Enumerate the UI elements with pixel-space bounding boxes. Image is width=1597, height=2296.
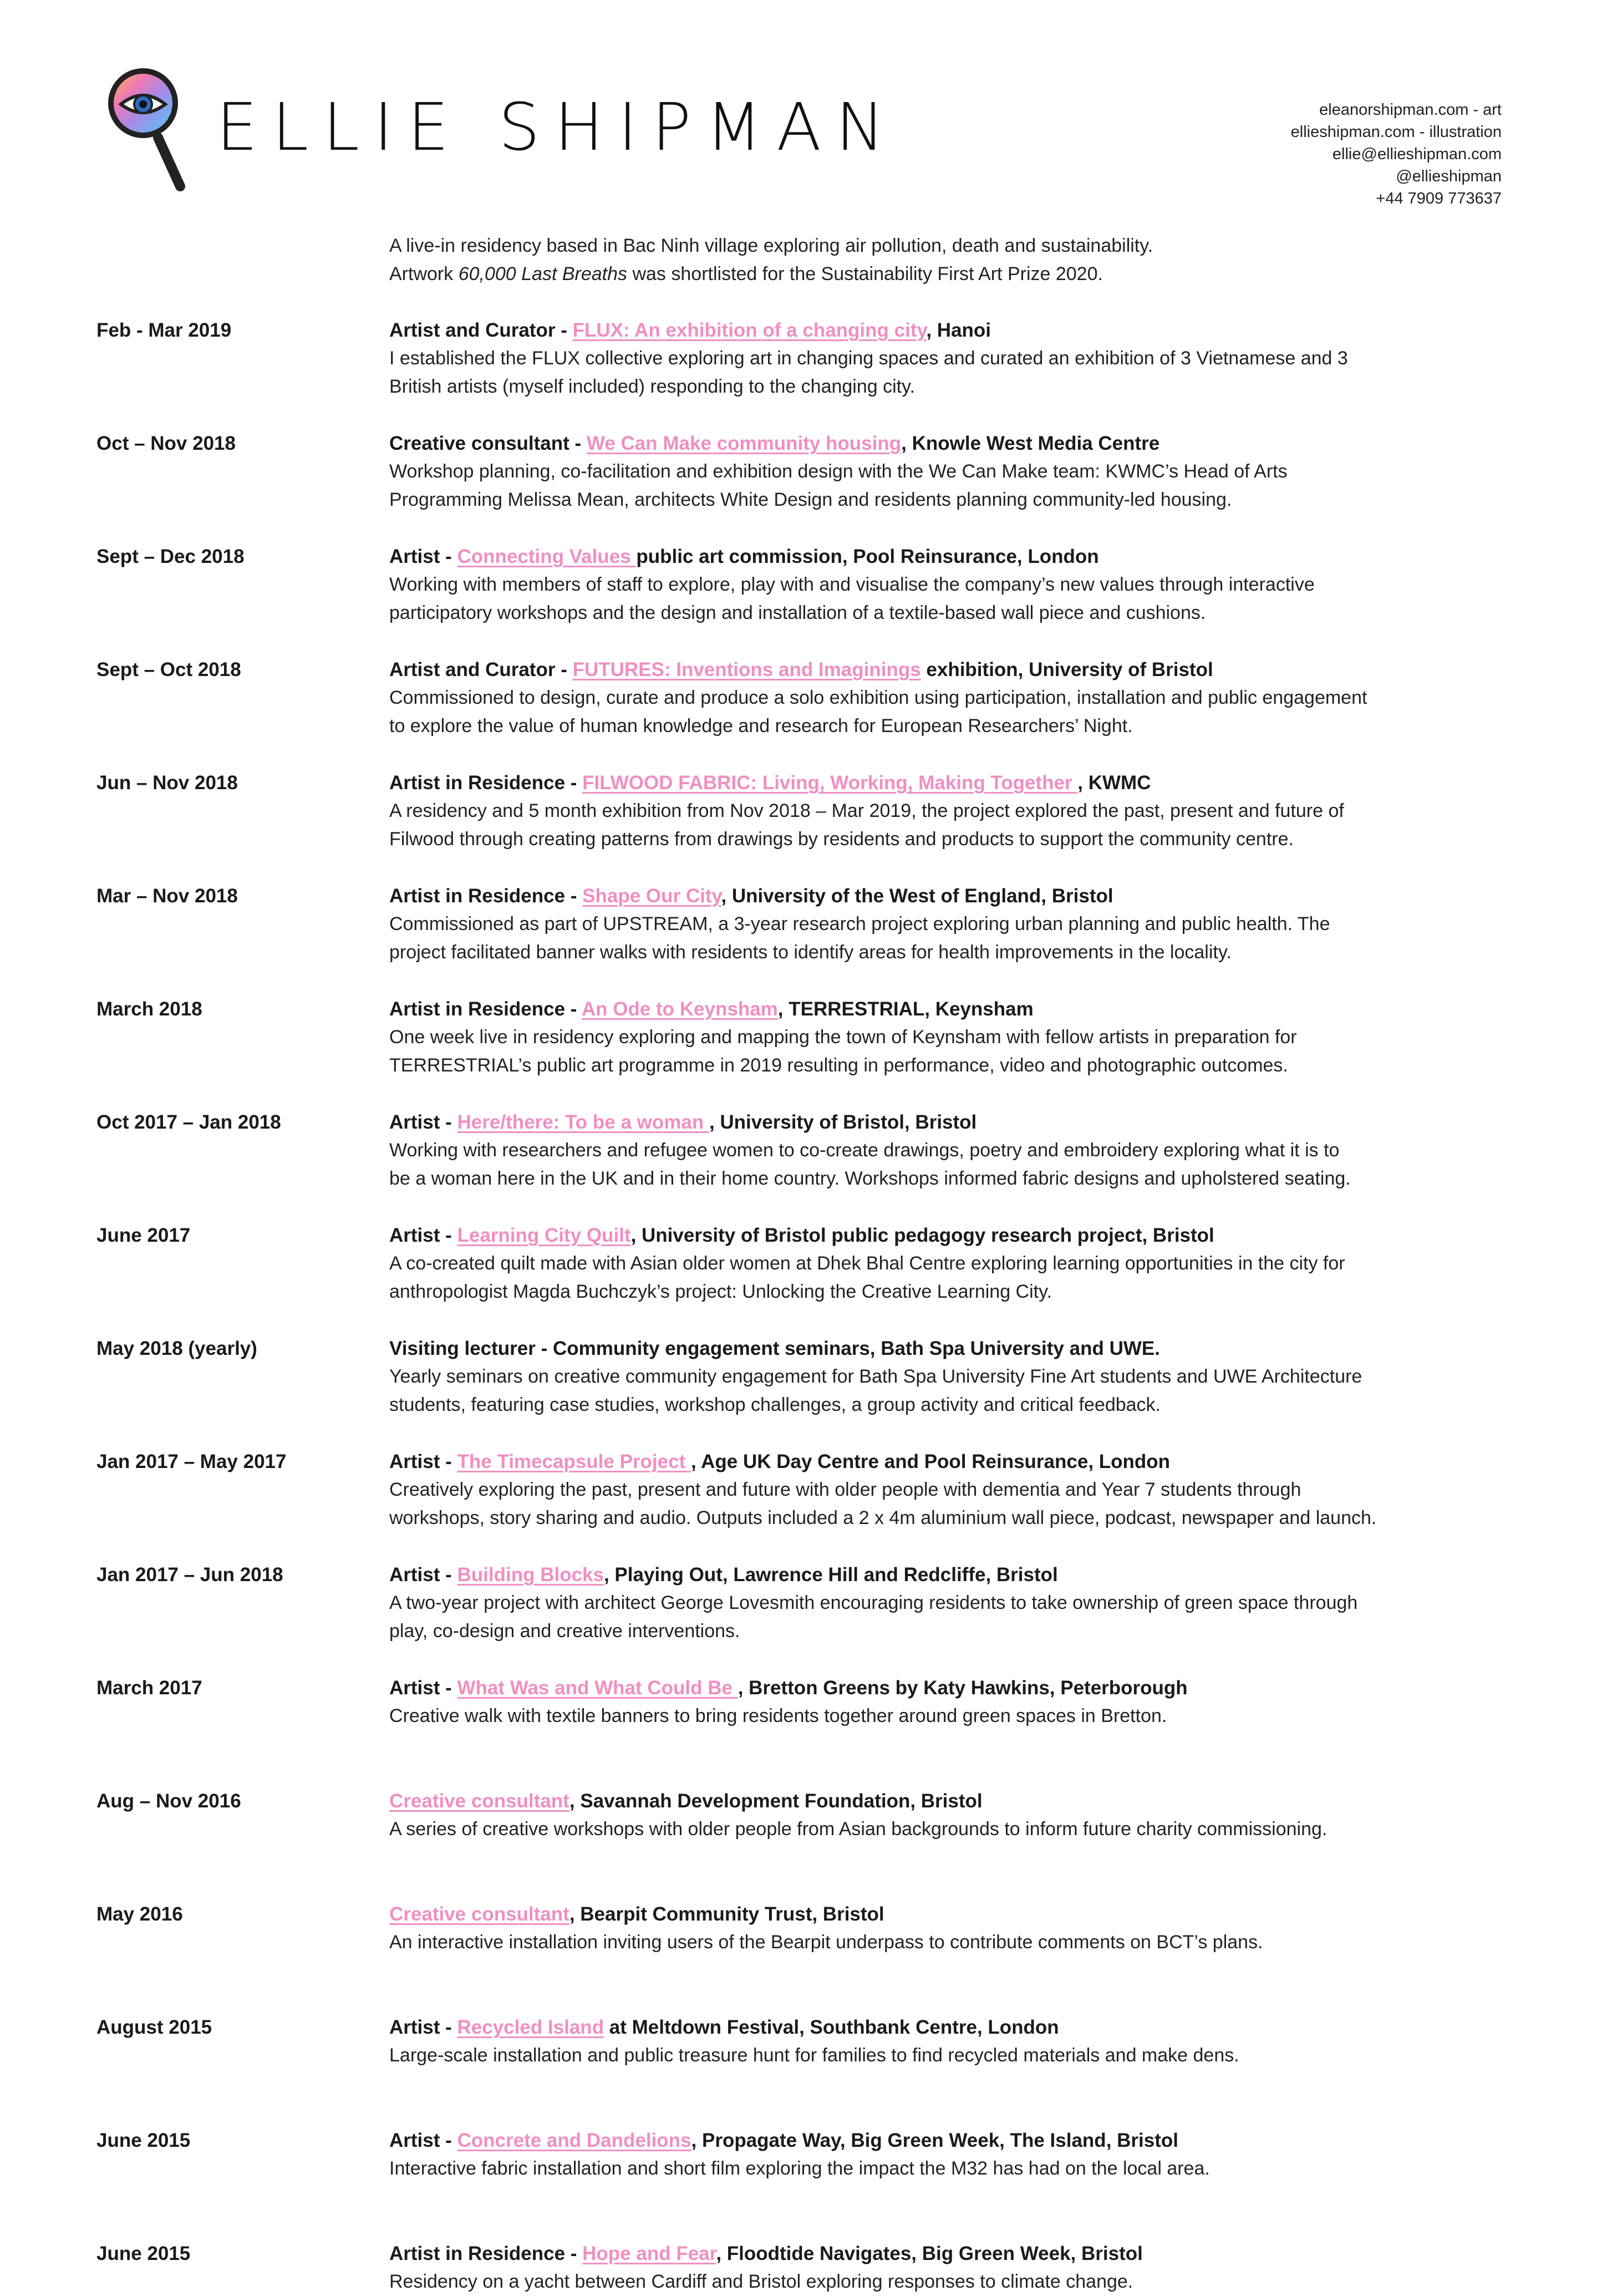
entry-organisation: , Propagate Way, Big Green Week, The Island, Bristol: [691, 2130, 1178, 2151]
entry-organisation: , University of the West of England, Bristol: [721, 885, 1113, 907]
entry-date: March 2017: [96, 1677, 202, 1699]
entry-date: Jan 2017 – May 2017: [96, 1451, 287, 1472]
entry-description: [389, 2041, 1509, 2070]
entry-content: [389, 2126, 1509, 2183]
magnifying-eye-icon: [105, 65, 194, 193]
description-line: Large-scale installation and public treasure hunt for families to find recycled materials and make dens.: [389, 2045, 1239, 2066]
entry-role: Artist -: [389, 1111, 457, 1133]
project-link[interactable]: FLUX: An exhibition of a changing city: [572, 319, 927, 341]
entry-organisation: , University of Bristol, Bristol: [709, 1111, 977, 1133]
entry-description: [389, 571, 1509, 627]
entry-date: Sept – Oct 2018: [96, 659, 241, 680]
description-line: One week live in residency exploring and mapping the town of Keynsham with fellow artists in preparation for: [389, 1027, 1297, 1048]
entry-date: Jan 2017 – Jun 2018: [96, 1564, 283, 1586]
entry-date: August 2015: [96, 2016, 212, 2038]
entry-organisation: public art commission, Pool Reinsurance, London: [636, 546, 1099, 567]
description-line: Yearly seminars on creative community engagement for Bath Spa University Fine Art students and UWE Architecture: [389, 1366, 1362, 1387]
intro-line-2-end: was shortlisted for the Sustainability First Art Prize 2020.: [627, 263, 1103, 285]
description-line: to explore the value of human knowledge and research for European Researchers’ Night.: [389, 715, 1133, 736]
entry-date: May 2016: [96, 1903, 183, 1925]
entry-content: [389, 1900, 1509, 1957]
intro-line-2-start: Artwork: [389, 263, 459, 285]
description-line: participatory workshops and the design and installation of a textile-based wall piece and cushions.: [389, 602, 1206, 623]
entry-heading: [389, 1674, 1509, 1702]
logo: [105, 65, 194, 193]
project-link[interactable]: We Can Make community housing: [586, 433, 902, 454]
entry-description: [389, 1476, 1509, 1532]
entry-description: [389, 797, 1509, 854]
entry-description: [389, 1249, 1509, 1306]
description-line: Workshop planning, co-facilitation and exhibition design with the We Can Make team: KWMC’s Head of Arts: [389, 461, 1288, 482]
entry-content: [389, 882, 1509, 967]
description-line: Working with researchers and refugee women to co-create drawings, poetry and embroidery exploring what it is to: [389, 1140, 1340, 1161]
project-link[interactable]: Recycled Island: [457, 2016, 604, 2038]
entry-description: [389, 2155, 1509, 2183]
description-line: Creative walk with textile banners to bring residents together around green spaces in Bretton.: [389, 1705, 1167, 1726]
entry-organisation: , Bearpit Community Trust, Bristol: [569, 1903, 884, 1925]
entry-organisation: , University of Bristol public pedagogy research project, Bristol: [630, 1225, 1214, 1246]
entry-content: [389, 2239, 1509, 2296]
entry-organisation: exhibition, University of Bristol: [920, 659, 1213, 680]
entry-date: May 2018 (yearly): [96, 1338, 257, 1359]
entry-content: [389, 769, 1509, 854]
description-line: Filwood through creating patterns from drawings by residents and products to support the community centre.: [389, 829, 1294, 850]
entry-heading: [389, 2126, 1509, 2155]
description-line: An interactive installation inviting users of the Bearpit underpass to contribute comments on BCT’s plans.: [389, 1932, 1263, 1953]
entry-organisation: , Knowle West Media Centre: [901, 433, 1160, 454]
entry-heading: [389, 1787, 1509, 1815]
entry-content: [389, 316, 1509, 401]
description-line: play, co-design and creative interventions.: [389, 1621, 740, 1642]
description-line: A residency and 5 month exhibition from Nov 2018 – Mar 2019, the project explored the past, present and future of: [389, 800, 1344, 821]
description-line: A co-created quilt made with Asian older women at Dhek Bhal Centre exploring learning opportunities in the city for: [389, 1253, 1345, 1274]
entry-date: June 2017: [96, 1225, 191, 1246]
entry-heading: [389, 995, 1509, 1023]
contact-email[interactable]: ellie@ellieshipman.com: [1332, 145, 1502, 163]
entry-content: [389, 656, 1509, 740]
project-link[interactable]: Shape Our City: [582, 885, 721, 907]
project-link[interactable]: Concrete and Dandelions: [457, 2130, 691, 2151]
contact-phone: +44 7909 773637: [1376, 190, 1502, 207]
project-link[interactable]: Hope and Fear: [582, 2243, 716, 2264]
entry-organisation: , Playing Out, Lawrence Hill and Redcliffe, Bristol: [603, 1564, 1058, 1586]
entry-role: Artist -: [389, 1677, 457, 1699]
intro-line-2: [389, 260, 1504, 288]
intro-text: [389, 232, 1504, 288]
entry-date: Sept – Dec 2018: [96, 546, 245, 567]
entry-heading: [389, 1108, 1509, 1136]
entry-description: [389, 684, 1509, 740]
entry-description: [389, 1928, 1509, 1957]
entry-description: [389, 2268, 1509, 2296]
entry-description: [389, 1702, 1509, 1730]
entry-content: [389, 1334, 1509, 1419]
entry-role: Artist -: [389, 546, 457, 567]
entry-heading: [389, 769, 1509, 797]
project-link[interactable]: Creative consultant: [389, 1790, 569, 1812]
project-link[interactable]: Connecting Values: [457, 546, 637, 567]
entry-role: Artist -: [389, 2016, 457, 2038]
entry-heading: [389, 316, 1509, 344]
description-line: Creatively exploring the past, present and future with older people with dementia and Year 7 students through: [389, 1479, 1301, 1500]
description-line: anthropologist Magda Buchczyk’s project: Unlocking the Creative Learning City.: [389, 1281, 1052, 1302]
contact-illustration-site[interactable]: ellieshipman.com - illustration: [1290, 123, 1502, 141]
entry-role: Artist in Residence -: [389, 2243, 583, 2264]
entry-role: Artist -: [389, 1564, 457, 1586]
entry-description: [389, 1815, 1509, 1843]
description-line: A two-year project with architect George Lovesmith encouraging residents to take ownership of green space through: [389, 1592, 1358, 1613]
entry-organisation: , TERRESTRIAL, Keynsham: [777, 998, 1034, 1020]
entry-heading: [389, 1221, 1509, 1249]
entry-description: [389, 1363, 1509, 1419]
project-link[interactable]: Creative consultant: [389, 1903, 569, 1925]
entry-content: [389, 995, 1509, 1080]
entry-date: June 2015: [96, 2243, 191, 2264]
entry-organisation: , Hanoi: [926, 319, 991, 341]
entry-role: Artist and Curator -: [389, 319, 573, 341]
entry-date: Jun – Nov 2018: [96, 772, 238, 794]
project-link[interactable]: Building Blocks: [457, 1564, 604, 1586]
project-link[interactable]: An Ode to Keynsham: [581, 998, 778, 1020]
entry-role: Artist in Residence -: [389, 998, 582, 1020]
entry-organisation: , Age UK Day Centre and Pool Reinsurance, London: [690, 1451, 1171, 1472]
entry-date: March 2018: [96, 998, 202, 1020]
entry-heading: [389, 1447, 1509, 1476]
intro-line-1: A live-in residency based in Bac Ninh village exploring air pollution, death and sustainability.: [389, 235, 1153, 256]
entry-description: [389, 910, 1509, 967]
entry-heading: [389, 882, 1509, 910]
description-line: Residency on a yacht between Cardiff and Bristol exploring responses to climate change.: [389, 2271, 1133, 2292]
entry-heading: [389, 656, 1509, 684]
entry-organisation: , Bretton Greens by Katy Hawkins, Peterborough: [738, 1677, 1188, 1699]
project-link[interactable]: FILWOOD FABRIC: Living, Working, Making Together: [582, 772, 1078, 794]
description-line: A series of creative workshops with older people from Asian backgrounds to inform future charity commissioning.: [389, 1818, 1328, 1840]
entry-role: Visiting lecturer - Community engagement seminars, Bath Spa University and UWE.: [389, 1338, 1160, 1359]
entry-content: [389, 429, 1509, 514]
entry-date: Feb - Mar 2019: [96, 319, 232, 341]
entry-description: [389, 1136, 1509, 1193]
entry-content: [389, 1108, 1509, 1193]
entry-heading: [389, 1900, 1509, 1928]
description-line: I established the FLUX collective exploring art in changing spaces and curated an exhibition of 3 Vietnamese and 3: [389, 348, 1348, 369]
entry-organisation: , KWMC: [1077, 772, 1151, 794]
project-link[interactable]: What Was and What Could Be: [457, 1677, 738, 1699]
entry-organisation: at Meltdown Festival, Southbank Centre, London: [604, 2016, 1059, 2038]
entry-date: Aug – Nov 2016: [96, 1790, 241, 1812]
description-line: workshops, story sharing and audio. Outputs included a 2 x 4m aluminium wall piece, podcast, newspaper and launch.: [389, 1507, 1377, 1528]
description-line: project facilitated banner walks with residents to identify areas for health improvements in the locality.: [389, 942, 1232, 963]
entry-date: June 2015: [96, 2130, 191, 2151]
description-line: TERRESTRIAL’s public art programme in 2019 resulting in performance, video and photographic outcomes.: [389, 1055, 1288, 1076]
entry-role: Artist -: [389, 1225, 457, 1246]
entry-heading: [389, 1334, 1509, 1363]
project-link[interactable]: The Timecapsule Project: [457, 1451, 691, 1472]
entry-heading: [389, 429, 1509, 458]
entry-description: [389, 458, 1509, 514]
description-line: British artists (myself included) responding to the changing city.: [389, 376, 916, 397]
entry-date: Mar – Nov 2018: [96, 885, 238, 907]
project-link[interactable]: Here/there: To be a woman: [457, 1111, 709, 1133]
entry-role: Artist in Residence -: [389, 772, 583, 794]
entry-heading: [389, 542, 1509, 571]
contact-block: [1291, 99, 1502, 210]
entry-date: Oct 2017 – Jan 2018: [96, 1111, 281, 1133]
project-link[interactable]: FUTURES: Inventions and Imaginings: [572, 659, 921, 680]
entry-content: [389, 1221, 1509, 1306]
entry-content: [389, 1674, 1509, 1730]
entry-heading: [389, 2013, 1509, 2041]
entry-role: Artist in Residence -: [389, 885, 583, 907]
description-line: Interactive fabric installation and short film exploring the impact the M32 has had on the local area.: [389, 2158, 1210, 2179]
description-line: students, featuring case studies, workshop challenges, a group activity and critical feedback.: [389, 1394, 1161, 1415]
entry-role: Artist -: [389, 1451, 457, 1472]
entry-organisation: , Savannah Development Foundation, Bristol: [569, 1790, 983, 1812]
contact-art-site[interactable]: eleanorshipman.com - art: [1319, 101, 1502, 119]
entry-date: Oct – Nov 2018: [96, 433, 236, 454]
entry-role: Creative consultant -: [389, 433, 587, 454]
entry-role: Artist and Curator -: [389, 659, 573, 680]
entry-content: [389, 542, 1509, 627]
entry-description: [389, 1023, 1509, 1080]
description-line: Programming Melissa Mean, architects White Design and residents planning community-led housing.: [389, 489, 1232, 510]
entry-heading: [389, 2239, 1509, 2268]
entry-description: [389, 344, 1509, 401]
description-line: Commissioned to design, curate and produce a solo exhibition using participation, installation and public engagement: [389, 687, 1367, 708]
description-line: be a woman here in the UK and in their home country. Workshops informed fabric designs and upholstered seating.: [389, 1168, 1351, 1189]
contact-handle[interactable]: @ellieshipman: [1396, 167, 1502, 185]
entry-content: [389, 1447, 1509, 1532]
project-link[interactable]: Learning City Quilt: [457, 1225, 631, 1246]
entry-organisation: , Floodtide Navigates, Big Green Week, Bristol: [716, 2243, 1143, 2264]
entry-content: [389, 1787, 1509, 1843]
entry-role: Artist -: [389, 2130, 457, 2151]
entry-content: [389, 1561, 1509, 1645]
entry-description: [389, 1589, 1509, 1645]
description-line: Working with members of staff to explore, play with and visualise the company’s new values through interactive: [389, 574, 1315, 595]
entry-content: [389, 2013, 1509, 2070]
entry-heading: [389, 1561, 1509, 1589]
page-title: ELLIE SHIPMAN: [216, 89, 899, 165]
description-line: Commissioned as part of UPSTREAM, a 3-year research project exploring urban planning and public health. The: [389, 913, 1330, 934]
artwork-title: 60,000 Last Breaths: [458, 263, 628, 285]
